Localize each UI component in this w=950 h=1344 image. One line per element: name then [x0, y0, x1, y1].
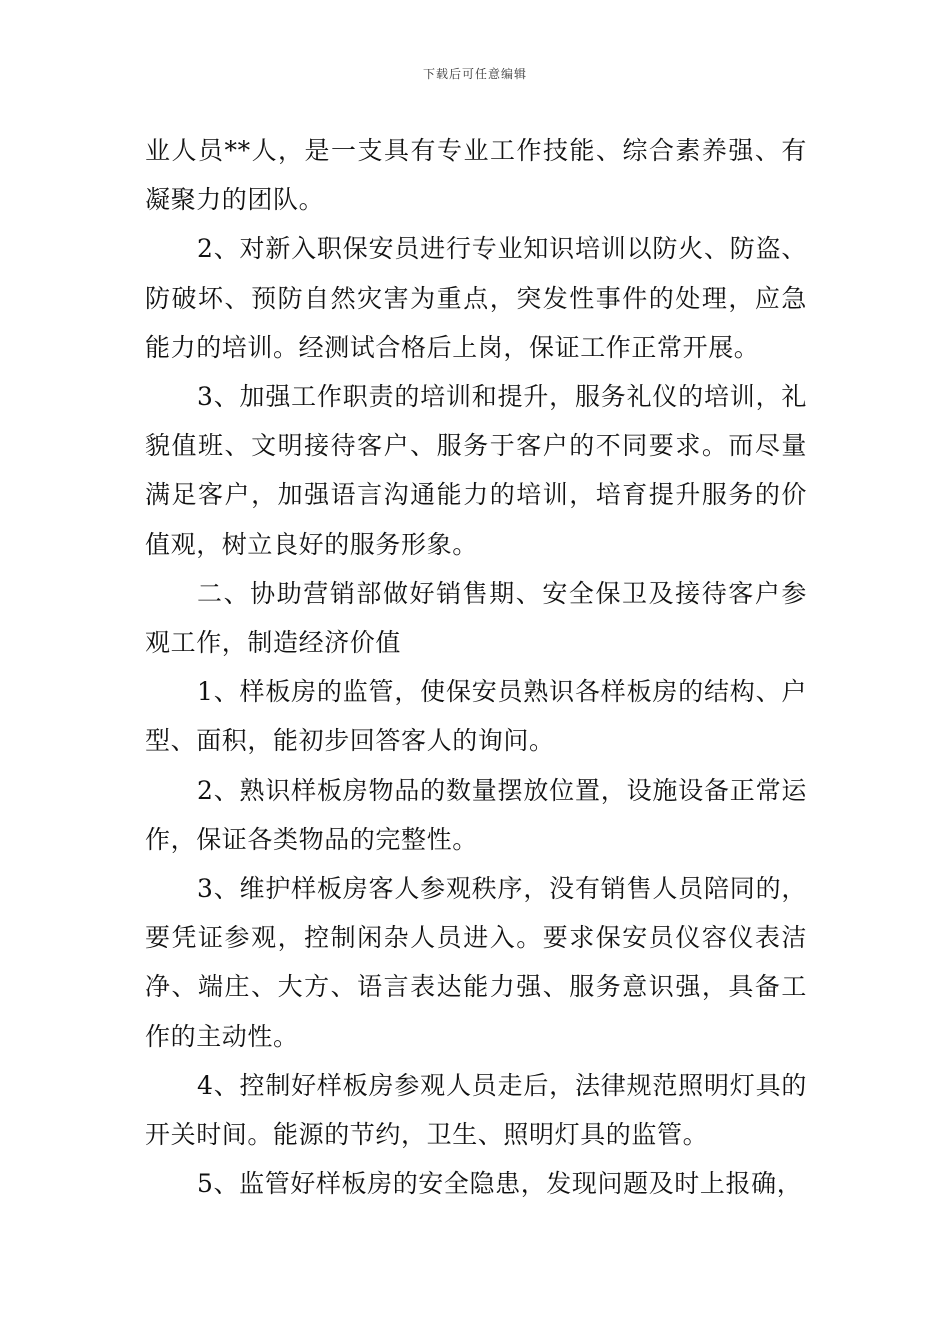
- section-heading-2: 二、协助营销部做好销售期、安全保卫及接待客户参观工作，制造经济价值: [145, 578, 807, 658]
- document-body: [145, 126, 807, 1208]
- paragraph-1: 业人员**人，是一支具有专业工作技能、综合素养强、有凝聚力的团队。: [145, 136, 807, 215]
- paragraph-8: 5、监管好样板房的安全隐患，发现问题及时上报确，: [197, 1169, 803, 1199]
- paragraph-4: 1、样板房的监管，使保安员熟识各样板房的结构、户型、面积，能初步回答客人的询问。: [145, 677, 807, 756]
- paragraph-2: 2、对新入职保安员进行专业知识培训以防火、防盗、防破坏、预防自然灾害为重点，突发性事件的处理，应急能力的培训。经测试合格后上岗，保证工作正常开展。: [145, 234, 807, 362]
- paragraph-3: 3、加强工作职责的培训和提升，服务礼仪的培训，礼貌值班、文明接待客户、服务于客户的不同要求。而尽量满足客户，加强语言沟通能力的培训，培育提升服务的价值观，树立良好的服务形象。: [145, 382, 807, 559]
- paragraph-6: 3、维护样板房客人参观秩序，没有销售人员陪同的，要凭证参观，控制闲杂人员进入。要求保安员仪容仪表洁净、端庄、大方、语言表达能力强、服务意识强，具备工作的主动性。: [145, 874, 807, 1051]
- paragraph-5: 2、熟识样板房物品的数量摆放位置，设施设备正常运作，保证各类物品的完整性。: [145, 775, 807, 854]
- page-header-note: 下载后可任意编辑: [422, 67, 527, 81]
- paragraph-7: 4、控制好样板房参观人员走后，法律规范照明灯具的开关时间。能源的节约，卫生、照明灯具的监管。: [145, 1070, 807, 1150]
